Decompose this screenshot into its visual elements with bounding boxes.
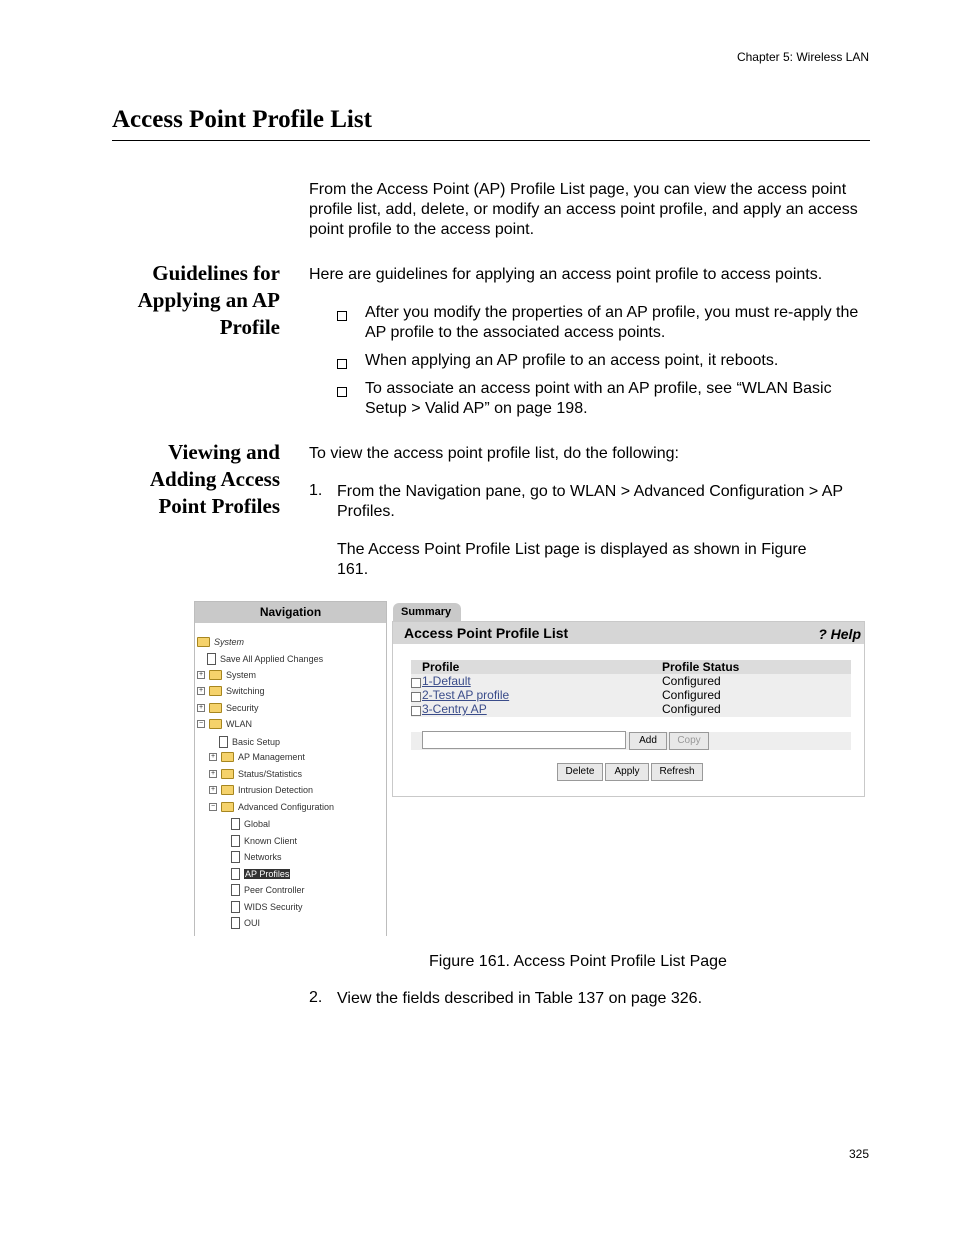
- nav-item-intrusion-detection[interactable]: [209, 785, 313, 795]
- step-text: View the fields described in Table 137 on page 326.: [337, 990, 703, 1007]
- nav-label: Peer Controller: [244, 885, 305, 895]
- nav-label-selected: AP Profiles: [245, 869, 290, 879]
- heading-line: Adding Access: [149, 467, 280, 491]
- folder-icon: [221, 785, 234, 795]
- chapter-header: Chapter 5: Wireless LAN: [736, 50, 869, 64]
- document-icon: [207, 653, 216, 665]
- nav-label: WIDS Security: [244, 902, 303, 912]
- nav-item-oui[interactable]: [231, 917, 260, 929]
- folder-icon: [221, 769, 234, 779]
- page-number: 325: [848, 1147, 869, 1161]
- nav-item-status-statistics[interactable]: [209, 769, 302, 779]
- profile-status: Configured: [662, 688, 721, 702]
- nav-item-advanced-configuration[interactable]: [209, 802, 334, 812]
- nav-item-known-client[interactable]: [231, 835, 297, 847]
- row-checkbox[interactable]: [411, 678, 421, 688]
- nav-label: OUI: [244, 918, 261, 928]
- apply-button[interactable]: Apply: [605, 763, 649, 781]
- tab-summary[interactable]: Summary: [393, 603, 461, 622]
- nav-item-wids-security[interactable]: [231, 901, 303, 913]
- folder-icon: [209, 670, 222, 680]
- nav-label: WLAN: [226, 719, 253, 729]
- heading-line: Applying an AP: [137, 288, 280, 312]
- step-text: From the Navigation pane, go to WLAN > Advanced Configuration > AP Profiles.: [337, 483, 843, 520]
- nav-item-system-root[interactable]: [197, 637, 244, 647]
- folder-open-icon: [209, 719, 222, 729]
- nav-item-ap-management[interactable]: [209, 752, 305, 762]
- nav-item-basic-setup[interactable]: [219, 736, 280, 748]
- nav-item-networks[interactable]: [231, 851, 282, 863]
- folder-icon: [209, 686, 222, 696]
- expand-icon: +: [198, 671, 204, 678]
- page-title: Access Point Profile List: [112, 106, 372, 133]
- nav-item-ap-profiles[interactable]: [231, 868, 290, 880]
- nav-label: Save All Applied Changes: [220, 654, 324, 664]
- nav-item-global[interactable]: [231, 818, 270, 830]
- expand-icon: +: [198, 704, 204, 711]
- document-icon: [231, 851, 240, 863]
- folder-icon: [209, 703, 222, 713]
- delete-button[interactable]: Delete: [557, 763, 603, 781]
- nav-label: Basic Setup: [232, 737, 281, 747]
- folder-icon: [221, 752, 234, 762]
- nav-label: System: [226, 670, 257, 680]
- document-icon: [231, 917, 240, 929]
- bullet-item: After you modify the properties of an AP profile, you must re-apply the AP profile to the associated access points.: [365, 304, 859, 341]
- section-heading-guidelines: [80, 260, 280, 341]
- panel-title: Access Point Profile List: [404, 625, 569, 641]
- expand-icon: +: [210, 770, 216, 777]
- nav-label: Global: [244, 819, 271, 829]
- nav-label: Advanced Configuration: [238, 802, 335, 812]
- profile-status: Configured: [662, 702, 721, 716]
- nav-item-peer-controller[interactable]: [231, 884, 305, 896]
- add-button[interactable]: Add: [629, 732, 667, 750]
- figure-caption: Figure 161. Access Point Profile List Page: [429, 953, 727, 970]
- collapse-icon: −: [210, 803, 216, 810]
- document-icon: [231, 835, 240, 847]
- expand-icon: +: [210, 753, 216, 760]
- row-checkbox[interactable]: [411, 692, 421, 702]
- section-heading-viewing: [80, 439, 280, 520]
- profile-link[interactable]: 3-Centry AP: [422, 702, 487, 716]
- viewing-lead: To view the access point profile list, do the following:: [309, 445, 679, 462]
- heading-line: Guidelines for: [152, 261, 280, 285]
- bullet-item: To associate an access point with an AP profile, see “WLAN Basic Setup > Valid AP” on page 198.: [365, 380, 832, 417]
- nav-label: System: [214, 637, 245, 647]
- collapse-icon: −: [198, 720, 204, 727]
- expand-icon: +: [210, 786, 216, 793]
- column-header-profile: Profile: [422, 660, 460, 674]
- bullet-icon: [337, 308, 347, 326]
- navigation-pane: [194, 601, 387, 936]
- nav-item-switching[interactable]: [197, 686, 265, 696]
- bullet-item: When applying an AP profile to an access point, it reboots.: [365, 352, 779, 369]
- heading-line: Point Profiles: [158, 494, 280, 518]
- bullet-icon: [337, 384, 347, 402]
- title-divider: [112, 140, 870, 141]
- nav-item-system[interactable]: [197, 670, 256, 680]
- nav-label: Switching: [226, 686, 265, 696]
- table-header: [411, 660, 851, 674]
- step-number: 1.: [309, 482, 323, 499]
- guidelines-lead: Here are guidelines for applying an access point profile to access points.: [309, 266, 823, 283]
- document-icon: [231, 818, 240, 830]
- nav-label: Networks: [244, 852, 282, 862]
- heading-line: Profile: [219, 315, 280, 339]
- profile-status: Configured: [662, 674, 721, 688]
- nav-label: Security: [226, 703, 259, 713]
- nav-item-security[interactable]: [197, 703, 259, 713]
- folder-open-icon: [221, 802, 234, 812]
- row-checkbox[interactable]: [411, 706, 421, 716]
- document-icon: [231, 901, 240, 913]
- nav-label: Known Client: [244, 836, 298, 846]
- nav-label: Intrusion Detection: [238, 785, 314, 795]
- nav-item-wlan[interactable]: [197, 719, 252, 729]
- intro-paragraph: From the Access Point (AP) Profile List page, you can view the access point profile list, add, delete, or modify an access point profile, and apply an access point profile to the access point.: [309, 181, 858, 238]
- nav-label: Status/Statistics: [238, 769, 303, 779]
- document-icon: [231, 868, 240, 880]
- refresh-button[interactable]: Refresh: [651, 763, 703, 781]
- nav-item-save-changes[interactable]: [207, 653, 323, 665]
- copy-button[interactable]: Copy: [669, 732, 709, 750]
- folder-open-icon: [197, 637, 210, 647]
- step-number: 2.: [309, 989, 323, 1006]
- expand-icon: +: [198, 687, 204, 694]
- document-icon: [231, 884, 240, 896]
- profile-link[interactable]: 1-Default: [422, 674, 471, 688]
- nav-label: AP Management: [238, 752, 305, 762]
- step-note: The Access Point Profile List page is displayed as shown in Figure 161.: [337, 541, 807, 578]
- profile-list-panel: [392, 621, 865, 797]
- bullet-icon: [337, 356, 347, 374]
- help-link[interactable]: ? Help: [818, 626, 861, 642]
- document-icon: [219, 736, 228, 748]
- column-header-status: Profile Status: [662, 660, 740, 674]
- profile-link[interactable]: 2-Test AP profile: [422, 688, 510, 702]
- navigation-title: Navigation: [195, 602, 386, 623]
- heading-line: Viewing and: [168, 440, 280, 464]
- profile-name-input[interactable]: [422, 731, 626, 749]
